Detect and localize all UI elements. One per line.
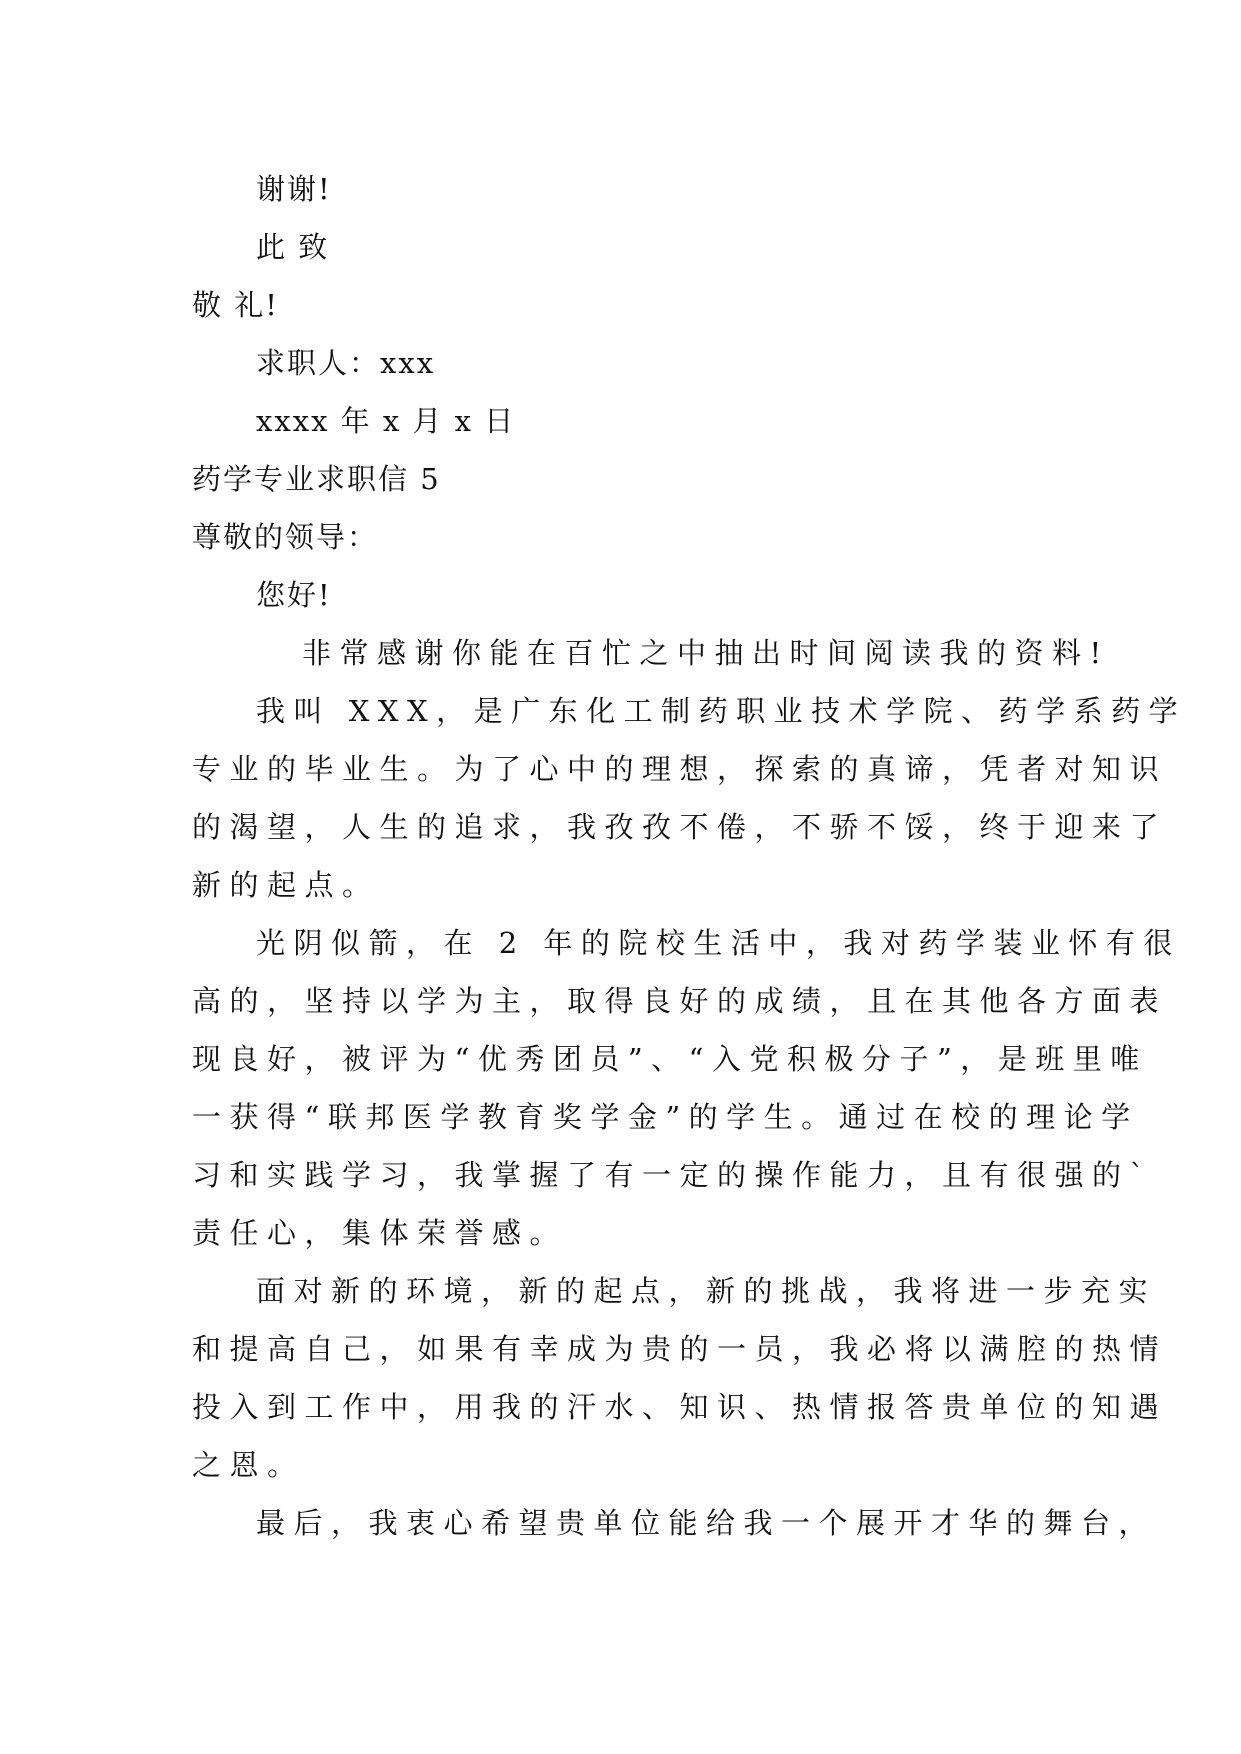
paragraph-line: 习和实践学习，我掌握了有一定的操作能力，且有很强的` (192, 1158, 1153, 1192)
paragraph-line: 责任心，集体荣誉感。 (192, 1216, 568, 1250)
salutation: 尊敬的领导： (192, 520, 379, 554)
paragraph-line: 面对新的环境，新的起点，新的挑战，我将进一步充实 (256, 1274, 1157, 1308)
date-line: xxxx 年 x 月 x 日 (256, 404, 516, 438)
paragraph-line: 的渴望，人生的追求，我孜孜不倦，不骄不馁，终于迎来了 (192, 810, 1168, 844)
paragraph-line: 我叫 XXX，是广东化工制药职业技术学院、药学系药学 (256, 694, 1187, 728)
closing-line-2: 敬 礼! (192, 288, 279, 322)
letter-text (192, 160, 1187, 1552)
paragraph-line: 投入到工作中，用我的汗水、知识、热情报答贵单位的知遇 (192, 1390, 1168, 1424)
paragraph-line: 光阴似箭，在 2 年的院校生活中，我对药学装业怀有很 (256, 926, 1181, 960)
paragraph-line: 和提高自己，如果有幸成为贵的一员，我必将以满腔的热情 (192, 1332, 1168, 1366)
letter-heading: 药学专业求职信 5 (192, 462, 441, 496)
paragraph-line: 新的起点。 (192, 868, 380, 902)
thanks-line: 谢谢! (256, 172, 332, 206)
paragraph-line: 高的，坚持以学为主，取得良好的成绩，且在其他各方面表 (192, 984, 1168, 1018)
paragraph-line: 之恩。 (192, 1448, 305, 1482)
greeting: 您好! (256, 578, 332, 612)
closing-line-1: 此 致 (256, 230, 330, 264)
paragraph-line: 一获得“联邦医学教育奖学金”的学生。通过在校的理论学 (192, 1100, 1139, 1134)
signature-line: 求职人：xxx (256, 346, 436, 380)
paragraph-line: 现良好，被评为“优秀团员”、“入党积极分子”，是班里唯 (192, 1042, 1148, 1076)
paragraph-line: 非常感谢你能在百忙之中抽出时间阅读我的资料! (302, 636, 1110, 670)
paragraph-line: 专业的毕业生。为了心中的理想，探索的真谛，凭者对知识 (192, 752, 1168, 786)
paragraph-line: 最后，我衷心希望贵单位能给我一个展开才华的舞台， (256, 1506, 1157, 1540)
